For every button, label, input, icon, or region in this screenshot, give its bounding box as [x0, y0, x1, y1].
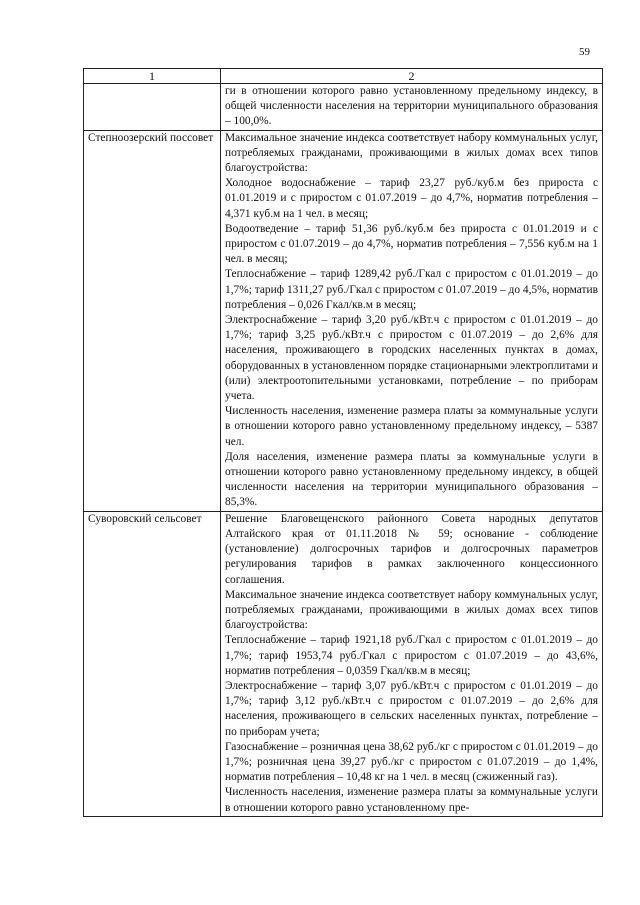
page-number: 59: [579, 46, 590, 58]
paragraph: Максимальное значение индекса соответствует набору коммунальных услуг, потребляемых гражданами, проживающими в жилых домах всех типов благоустройства:: [225, 588, 598, 632]
table-row: [84, 511, 603, 816]
paragraph: Водоотведение – тариф 51,36 руб./куб.м без прироста с 01.01.2019 и с приростом с 01.07.2019 – до 4,7%, норматив потребления – 7,556 куб.м на 1 чел. в месяц;: [225, 222, 598, 266]
description-cell: [221, 84, 603, 131]
municipality-name: [84, 84, 221, 131]
municipality-name: Степноозерский поссовет: [84, 130, 221, 511]
column-header-2: 2: [221, 69, 603, 84]
paragraph: Теплоснабжение – тариф 1289,42 руб./Гкал с приростом с 01.01.2019 – до 1,7%; тариф 1311,27 руб./Гкал с приростом с 01.07.2019 – до 4,5%, норматив потребления – 0,026 Гкал/кв.м в месяц;: [225, 268, 598, 311]
description-cell: [221, 511, 603, 816]
paragraph: ги в отношении которого равно установленному предельному индексу, в общей численности населения на территории муниципального образования – 100,0%.: [225, 85, 598, 128]
paragraph: Теплоснабжение – тариф 1921,18 руб./Гкал с приростом с 01.01.2019 – до 1,7%; тариф 1953,74 руб./Гкал с приростом с 01.07.2019 – до 43,6%, норматив потребления – 0,0359 Гкал/кв.м в месяц;: [225, 634, 598, 677]
paragraph: Электроснабжение – тариф 3,20 руб./кВт.ч с приростом с 01.01.2019 – до 1,7%; тариф 3,25 руб./кВт.ч с приростом с 01.07.2019 – до 2,6% для населения, проживающего в городских населенных пунктах в домах, оборудованных в установленном порядке стационарными электроплитами и (или) электроотопительными установками, потребление – по приборам учета.: [225, 314, 598, 403]
document-table: [83, 68, 603, 817]
table-row: [84, 84, 603, 131]
municipality-name: Суворовский сельсовет: [84, 511, 221, 816]
paragraph: Газоснабжение – розничная цена 38,62 руб./кг с приростом с 01.01.2019 – до 1,7%; розничная цена 39,27 руб./кг с приростом с 01.07.2019 – до 1,4%, норматив потребления – 10,48 кг на 1 чел. в месяц (сжиженный газ).: [225, 740, 598, 784]
description-cell: [221, 130, 603, 511]
paragraph: Численность населения, изменение размера платы за коммунальные услуги в отношении которого равно установленному пре-: [225, 786, 598, 814]
paragraph: Электроснабжение – тариф 3,07 руб./кВт.ч с приростом с 01.01.2019 – до 1,7%; тариф 3,12 руб./кВт.ч с приростом с 01.07.2019 – до 2,6% для населения, проживающего в сельских населенных пунктах, потребление – по приборам учета;: [225, 679, 598, 738]
paragraph: Максимальное значение индекса соответствует набору коммунальных услуг, потребляемых гражданами, проживающими в жилых домах всех типов благоустройства:: [225, 131, 598, 175]
paragraph: Холодное водоснабжение – тариф 23,27 руб./куб.м без прироста с 01.01.2019 и с приростом с 01.07.2019 – до 4,7%, норматив потребления – 4,371 куб.м на 1 чел. в месяц;: [225, 177, 598, 220]
table-row: [84, 130, 603, 511]
paragraph: Численность населения, изменение размера платы за коммунальные услуги в отношении которого равно установленному предельному индексу, – 5387 чел.: [225, 405, 598, 448]
table-header-row: [84, 69, 603, 84]
paragraph: Решение Благовещенского районного Совета народных депутатов Алтайского края от 01.11.2018 № 59; основание - соблюдение (установление) долгосрочных тарифов и долгосрочных параметров регулирования тарифов в рамках заключенного концессионного соглашения.: [225, 512, 598, 586]
paragraph: Доля населения, изменение размера платы за коммунальные услуги в отношении которого равно установленному предельному индексу, в общей численности населения на территории муниципального образования – 85,3%.: [225, 450, 598, 509]
column-header-1: 1: [84, 69, 221, 84]
